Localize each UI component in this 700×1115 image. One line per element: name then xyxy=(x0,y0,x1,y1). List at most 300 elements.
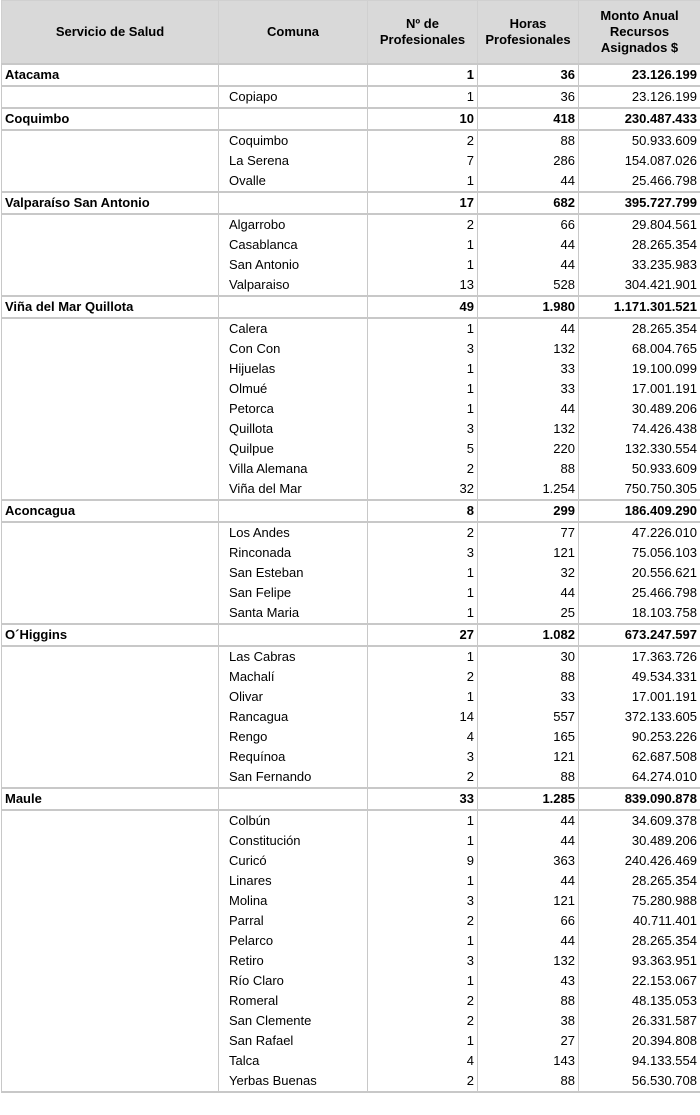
table-row xyxy=(2,583,700,603)
comuna-cell: Talca xyxy=(219,1051,368,1071)
horas-cell: 286 xyxy=(478,151,579,171)
servicio-cell xyxy=(2,563,219,583)
horas-cell: 1.254 xyxy=(478,479,579,500)
group-row xyxy=(2,108,700,130)
servicio-cell: Valparaíso San Antonio xyxy=(2,192,219,214)
monto-cell: 50.933.609 xyxy=(579,130,700,151)
profesionales-cell: 2 xyxy=(368,130,478,151)
profesionales-cell: 1 xyxy=(368,359,478,379)
comuna-cell: San Clemente xyxy=(219,1011,368,1031)
comuna-cell: San Fernando xyxy=(219,767,368,788)
servicio-cell: Maule xyxy=(2,788,219,810)
horas-cell: 88 xyxy=(478,667,579,687)
monto-cell: 33.235.983 xyxy=(579,255,700,275)
profesionales-cell: 1 xyxy=(368,871,478,891)
group-row xyxy=(2,788,700,810)
horas-cell: 528 xyxy=(478,275,579,296)
table-row xyxy=(2,339,700,359)
monto-cell: 50.933.609 xyxy=(579,459,700,479)
profesionales-cell: 4 xyxy=(368,1051,478,1071)
horas-cell: 88 xyxy=(478,991,579,1011)
monto-cell: 19.100.099 xyxy=(579,359,700,379)
horas-cell: 88 xyxy=(478,459,579,479)
monto-cell: 94.133.554 xyxy=(579,1051,700,1071)
profesionales-cell: 2 xyxy=(368,1011,478,1031)
servicio-cell xyxy=(2,1011,219,1031)
servicio-cell xyxy=(2,318,219,339)
table-row xyxy=(2,891,700,911)
horas-cell: 143 xyxy=(478,1051,579,1071)
monto-cell: 230.487.433 xyxy=(579,108,700,130)
profesionales-cell: 14 xyxy=(368,707,478,727)
header-servicio: Servicio de Salud xyxy=(2,1,219,65)
servicio-cell xyxy=(2,479,219,500)
monto-cell: 30.489.206 xyxy=(579,831,700,851)
table-row xyxy=(2,831,700,851)
profesionales-cell: 33 xyxy=(368,788,478,810)
servicio-cell xyxy=(2,439,219,459)
profesionales-cell: 2 xyxy=(368,991,478,1011)
table-row xyxy=(2,747,700,767)
comuna-cell: Los Andes xyxy=(219,522,368,543)
monto-cell: 30.489.206 xyxy=(579,399,700,419)
comuna-cell: Algarrobo xyxy=(219,214,368,235)
table-row xyxy=(2,911,700,931)
profesionales-cell: 13 xyxy=(368,275,478,296)
table-row xyxy=(2,171,700,192)
servicio-cell xyxy=(2,275,219,296)
servicio-cell xyxy=(2,1051,219,1071)
servicio-cell xyxy=(2,130,219,151)
horas-cell: 44 xyxy=(478,399,579,419)
profesionales-cell: 8 xyxy=(368,500,478,522)
horas-cell: 44 xyxy=(478,931,579,951)
table-row xyxy=(2,687,700,707)
horas-cell: 44 xyxy=(478,171,579,192)
monto-cell: 17.001.191 xyxy=(579,379,700,399)
servicio-cell: Aconcagua xyxy=(2,500,219,522)
profesionales-cell: 1 xyxy=(368,563,478,583)
table-row xyxy=(2,318,700,339)
servicio-cell xyxy=(2,1071,219,1092)
monto-cell: 240.426.469 xyxy=(579,851,700,871)
horas-cell: 121 xyxy=(478,543,579,563)
horas-cell: 1.082 xyxy=(478,624,579,646)
horas-cell: 1.980 xyxy=(478,296,579,318)
table-row xyxy=(2,359,700,379)
horas-cell: 299 xyxy=(478,500,579,522)
servicio-cell xyxy=(2,646,219,667)
table-row xyxy=(2,255,700,275)
comuna-cell: Rancagua xyxy=(219,707,368,727)
servicio-cell xyxy=(2,971,219,991)
servicio-cell xyxy=(2,851,219,871)
horas-cell: 88 xyxy=(478,130,579,151)
monto-cell: 304.421.901 xyxy=(579,275,700,296)
comuna-cell: La Serena xyxy=(219,151,368,171)
monto-cell: 93.363.951 xyxy=(579,951,700,971)
table-row xyxy=(2,379,700,399)
horas-cell: 66 xyxy=(478,911,579,931)
comuna-cell: Quilpue xyxy=(219,439,368,459)
horas-cell: 88 xyxy=(478,1071,579,1092)
table-row xyxy=(2,667,700,687)
profesionales-cell: 1 xyxy=(368,1031,478,1051)
comuna-cell: Petorca xyxy=(219,399,368,419)
monto-cell: 1.171.301.521 xyxy=(579,296,700,318)
monto-cell: 29.804.561 xyxy=(579,214,700,235)
group-row xyxy=(2,192,700,214)
monto-cell: 28.265.354 xyxy=(579,871,700,891)
servicio-cell xyxy=(2,214,219,235)
monto-cell: 90.253.226 xyxy=(579,727,700,747)
comuna-cell: Ovalle xyxy=(219,171,368,192)
comuna-cell: Valparaiso xyxy=(219,275,368,296)
servicio-cell xyxy=(2,151,219,171)
comuna-cell: Casablanca xyxy=(219,235,368,255)
horas-cell: 363 xyxy=(478,851,579,871)
header-profesionales: Nº de Profesionales xyxy=(368,1,478,65)
servicio-cell: Atacama xyxy=(2,64,219,86)
monto-cell: 34.609.378 xyxy=(579,810,700,831)
horas-cell: 36 xyxy=(478,86,579,108)
monto-cell: 74.426.438 xyxy=(579,419,700,439)
profesionales-cell: 9 xyxy=(368,851,478,871)
monto-cell: 62.687.508 xyxy=(579,747,700,767)
monto-cell: 68.004.765 xyxy=(579,339,700,359)
profesionales-cell: 1 xyxy=(368,171,478,192)
profesionales-cell: 1 xyxy=(368,831,478,851)
horas-cell: 33 xyxy=(478,379,579,399)
horas-cell: 33 xyxy=(478,687,579,707)
profesionales-cell: 1 xyxy=(368,931,478,951)
servicio-cell xyxy=(2,86,219,108)
horas-cell: 132 xyxy=(478,339,579,359)
group-row xyxy=(2,624,700,646)
profesionales-cell: 3 xyxy=(368,951,478,971)
horas-cell: 66 xyxy=(478,214,579,235)
profesionales-cell: 5 xyxy=(368,439,478,459)
monto-cell: 839.090.878 xyxy=(579,788,700,810)
monto-cell: 20.394.808 xyxy=(579,1031,700,1051)
servicio-cell xyxy=(2,911,219,931)
monto-cell: 28.265.354 xyxy=(579,931,700,951)
profesionales-cell: 1 xyxy=(368,603,478,624)
table-row xyxy=(2,646,700,667)
table-row xyxy=(2,871,700,891)
table-row xyxy=(2,1031,700,1051)
table-row xyxy=(2,543,700,563)
profesionales-cell: 2 xyxy=(368,767,478,788)
servicio-cell xyxy=(2,747,219,767)
horas-cell: 43 xyxy=(478,971,579,991)
comuna-cell: Hijuelas xyxy=(219,359,368,379)
profesionales-cell: 1 xyxy=(368,318,478,339)
horas-cell: 32 xyxy=(478,563,579,583)
table-row xyxy=(2,851,700,871)
table-row xyxy=(2,214,700,235)
servicio-cell xyxy=(2,951,219,971)
monto-cell: 49.534.331 xyxy=(579,667,700,687)
comuna-cell: Calera xyxy=(219,318,368,339)
monto-cell: 154.087.026 xyxy=(579,151,700,171)
monto-cell: 22.153.067 xyxy=(579,971,700,991)
comuna-cell: Curicó xyxy=(219,851,368,871)
comuna-cell: Coquimbo xyxy=(219,130,368,151)
profesionales-cell: 1 xyxy=(368,64,478,86)
table-row xyxy=(2,439,700,459)
table-row xyxy=(2,727,700,747)
monto-cell: 17.363.726 xyxy=(579,646,700,667)
group-row xyxy=(2,500,700,522)
servicio-cell xyxy=(2,459,219,479)
servicio-cell xyxy=(2,1031,219,1051)
profesionales-cell: 1 xyxy=(368,687,478,707)
monto-cell: 25.466.798 xyxy=(579,583,700,603)
horas-cell: 1.285 xyxy=(478,788,579,810)
resources-table xyxy=(1,0,700,1093)
comuna-cell: Quillota xyxy=(219,419,368,439)
table-row xyxy=(2,479,700,500)
servicio-cell xyxy=(2,359,219,379)
servicio-cell xyxy=(2,831,219,851)
profesionales-cell: 1 xyxy=(368,399,478,419)
profesionales-cell: 1 xyxy=(368,583,478,603)
comuna-cell xyxy=(219,624,368,646)
profesionales-cell: 2 xyxy=(368,1071,478,1092)
horas-cell: 44 xyxy=(478,583,579,603)
comuna-cell: Requínoa xyxy=(219,747,368,767)
profesionales-cell: 1 xyxy=(368,235,478,255)
comuna-cell: Santa Maria xyxy=(219,603,368,624)
horas-cell: 36 xyxy=(478,64,579,86)
servicio-cell xyxy=(2,667,219,687)
table-row xyxy=(2,767,700,788)
horas-cell: 682 xyxy=(478,192,579,214)
horas-cell: 25 xyxy=(478,603,579,624)
comuna-cell: San Esteban xyxy=(219,563,368,583)
servicio-cell xyxy=(2,171,219,192)
horas-cell: 121 xyxy=(478,747,579,767)
comuna-cell: Colbún xyxy=(219,810,368,831)
horas-cell: 33 xyxy=(478,359,579,379)
profesionales-cell: 27 xyxy=(368,624,478,646)
monto-cell: 132.330.554 xyxy=(579,439,700,459)
comuna-cell xyxy=(219,296,368,318)
table-row xyxy=(2,1051,700,1071)
table-body xyxy=(2,64,700,1092)
profesionales-cell: 3 xyxy=(368,543,478,563)
servicio-cell xyxy=(2,379,219,399)
table-row xyxy=(2,951,700,971)
profesionales-cell: 3 xyxy=(368,891,478,911)
servicio-cell xyxy=(2,522,219,543)
horas-cell: 44 xyxy=(478,831,579,851)
comuna-cell: Retiro xyxy=(219,951,368,971)
table-row xyxy=(2,603,700,624)
horas-cell: 27 xyxy=(478,1031,579,1051)
profesionales-cell: 17 xyxy=(368,192,478,214)
table-row xyxy=(2,86,700,108)
group-row xyxy=(2,64,700,86)
comuna-cell: Viña del Mar xyxy=(219,479,368,500)
profesionales-cell: 49 xyxy=(368,296,478,318)
header-row xyxy=(2,1,700,65)
servicio-cell: Viña del Mar Quillota xyxy=(2,296,219,318)
servicio-cell xyxy=(2,871,219,891)
profesionales-cell: 1 xyxy=(368,646,478,667)
monto-cell: 28.265.354 xyxy=(579,318,700,339)
horas-cell: 88 xyxy=(478,767,579,788)
monto-cell: 75.056.103 xyxy=(579,543,700,563)
comuna-cell xyxy=(219,192,368,214)
comuna-cell xyxy=(219,64,368,86)
comuna-cell: Romeral xyxy=(219,991,368,1011)
monto-cell: 47.226.010 xyxy=(579,522,700,543)
servicio-cell xyxy=(2,339,219,359)
group-row xyxy=(2,296,700,318)
servicio-cell xyxy=(2,891,219,911)
profesionales-cell: 32 xyxy=(368,479,478,500)
horas-cell: 132 xyxy=(478,419,579,439)
table-row xyxy=(2,275,700,296)
profesionales-cell: 3 xyxy=(368,339,478,359)
horas-cell: 165 xyxy=(478,727,579,747)
profesionales-cell: 3 xyxy=(368,419,478,439)
horas-cell: 77 xyxy=(478,522,579,543)
servicio-cell xyxy=(2,399,219,419)
servicio-cell xyxy=(2,583,219,603)
horas-cell: 121 xyxy=(478,891,579,911)
horas-cell: 220 xyxy=(478,439,579,459)
servicio-cell xyxy=(2,687,219,707)
servicio-cell xyxy=(2,991,219,1011)
table-row xyxy=(2,459,700,479)
comuna-cell: Constitución xyxy=(219,831,368,851)
monto-cell: 186.409.290 xyxy=(579,500,700,522)
servicio-cell xyxy=(2,931,219,951)
monto-cell: 25.466.798 xyxy=(579,171,700,192)
horas-cell: 557 xyxy=(478,707,579,727)
comuna-cell: Con Con xyxy=(219,339,368,359)
profesionales-cell: 3 xyxy=(368,747,478,767)
profesionales-cell: 1 xyxy=(368,971,478,991)
comuna-cell: Río Claro xyxy=(219,971,368,991)
monto-cell: 75.280.988 xyxy=(579,891,700,911)
comuna-cell xyxy=(219,500,368,522)
horas-cell: 44 xyxy=(478,235,579,255)
table-row xyxy=(2,151,700,171)
servicio-cell: O´Higgins xyxy=(2,624,219,646)
comuna-cell: Rengo xyxy=(219,727,368,747)
profesionales-cell: 2 xyxy=(368,522,478,543)
horas-cell: 38 xyxy=(478,1011,579,1031)
comuna-cell: Las Cabras xyxy=(219,646,368,667)
monto-cell: 23.126.199 xyxy=(579,64,700,86)
table-row xyxy=(2,419,700,439)
horas-cell: 44 xyxy=(478,810,579,831)
horas-cell: 44 xyxy=(478,255,579,275)
monto-cell: 17.001.191 xyxy=(579,687,700,707)
servicio-cell xyxy=(2,767,219,788)
table-row xyxy=(2,563,700,583)
comuna-cell: Machalí xyxy=(219,667,368,687)
comuna-cell: Villa Alemana xyxy=(219,459,368,479)
comuna-cell xyxy=(219,108,368,130)
monto-cell: 26.331.587 xyxy=(579,1011,700,1031)
profesionales-cell: 1 xyxy=(368,379,478,399)
table-row xyxy=(2,235,700,255)
horas-cell: 418 xyxy=(478,108,579,130)
servicio-cell xyxy=(2,235,219,255)
table-row xyxy=(2,810,700,831)
horas-cell: 44 xyxy=(478,871,579,891)
table-row xyxy=(2,399,700,419)
profesionales-cell: 2 xyxy=(368,214,478,235)
table-row xyxy=(2,931,700,951)
monto-cell: 48.135.053 xyxy=(579,991,700,1011)
monto-cell: 23.126.199 xyxy=(579,86,700,108)
profesionales-cell: 10 xyxy=(368,108,478,130)
profesionales-cell: 2 xyxy=(368,911,478,931)
comuna-cell: Yerbas Buenas xyxy=(219,1071,368,1092)
profesionales-cell: 1 xyxy=(368,255,478,275)
table-row xyxy=(2,991,700,1011)
servicio-cell xyxy=(2,419,219,439)
header-comuna: Comuna xyxy=(219,1,368,65)
profesionales-cell: 2 xyxy=(368,667,478,687)
monto-cell: 20.556.621 xyxy=(579,563,700,583)
servicio-cell xyxy=(2,727,219,747)
profesionales-cell: 7 xyxy=(368,151,478,171)
table-row xyxy=(2,971,700,991)
horas-cell: 30 xyxy=(478,646,579,667)
table-row xyxy=(2,130,700,151)
monto-cell: 28.265.354 xyxy=(579,235,700,255)
monto-cell: 56.530.708 xyxy=(579,1071,700,1092)
comuna-cell: San Antonio xyxy=(219,255,368,275)
horas-cell: 132 xyxy=(478,951,579,971)
monto-cell: 64.274.010 xyxy=(579,767,700,788)
table-row xyxy=(2,522,700,543)
servicio-cell xyxy=(2,707,219,727)
servicio-cell xyxy=(2,810,219,831)
header-horas: Horas Profesionales xyxy=(478,1,579,65)
table-row xyxy=(2,707,700,727)
table-row xyxy=(2,1071,700,1092)
monto-cell: 40.711.401 xyxy=(579,911,700,931)
monto-cell: 750.750.305 xyxy=(579,479,700,500)
comuna-cell: Molina xyxy=(219,891,368,911)
comuna-cell: Pelarco xyxy=(219,931,368,951)
comuna-cell xyxy=(219,788,368,810)
monto-cell: 673.247.597 xyxy=(579,624,700,646)
profesionales-cell: 2 xyxy=(368,459,478,479)
horas-cell: 44 xyxy=(478,318,579,339)
profesionales-cell: 4 xyxy=(368,727,478,747)
comuna-cell: Olivar xyxy=(219,687,368,707)
comuna-cell: San Felipe xyxy=(219,583,368,603)
profesionales-cell: 1 xyxy=(368,810,478,831)
comuna-cell: Copiapo xyxy=(219,86,368,108)
monto-cell: 18.103.758 xyxy=(579,603,700,624)
servicio-cell xyxy=(2,543,219,563)
header-monto: Monto Anual Recursos Asignados $ xyxy=(579,1,700,65)
comuna-cell: Linares xyxy=(219,871,368,891)
comuna-cell: San Rafael xyxy=(219,1031,368,1051)
table-row xyxy=(2,1011,700,1031)
comuna-cell: Rinconada xyxy=(219,543,368,563)
